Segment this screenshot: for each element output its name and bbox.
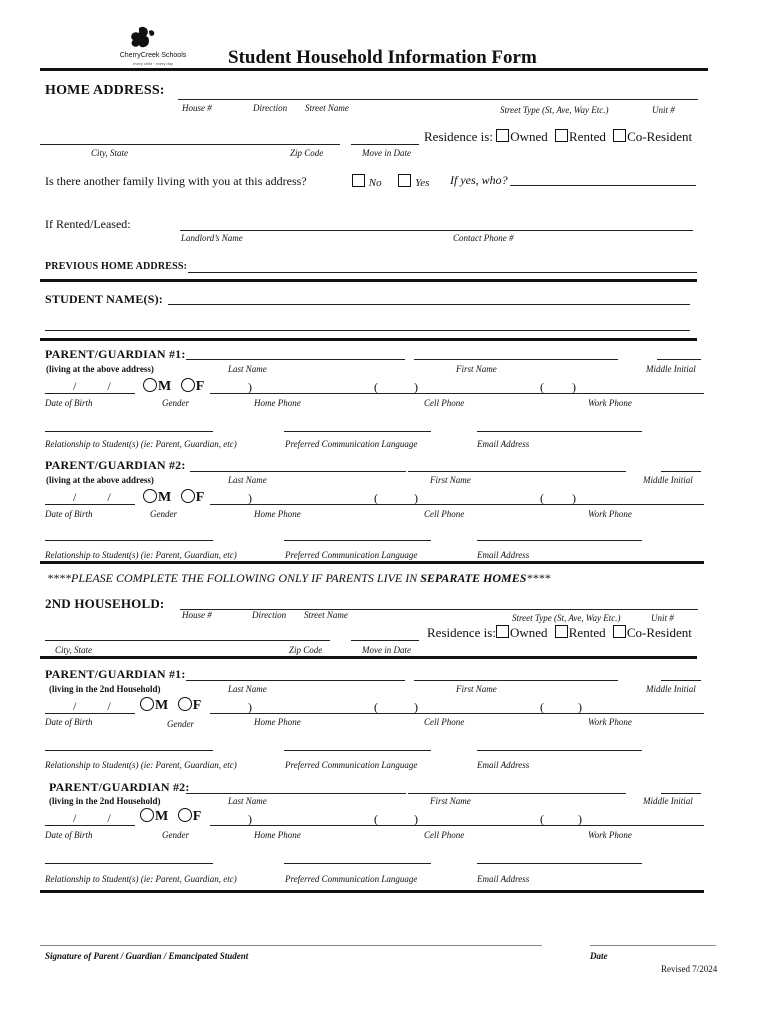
- parent2-phone-line[interactable]: [210, 504, 704, 505]
- cell-phone-paren-close: ): [414, 491, 418, 505]
- move-in-date-label: Move in Date: [362, 645, 411, 655]
- work-phone-paren-open: (: [540, 700, 544, 714]
- dob-label: Date of Birth: [45, 509, 93, 519]
- house-number-label: House #: [182, 610, 212, 620]
- second-residence-options: Residence is: Owned Rented Co-Resident: [427, 625, 692, 640]
- street-type-label: Street Type (St, Ave, Way Etc.): [512, 613, 621, 623]
- contact-phone-label: Contact Phone #: [453, 233, 514, 243]
- parent1-2nd-dob-slashes: / /: [73, 699, 125, 713]
- first-name-label: First Name: [430, 796, 471, 806]
- co-resident-checkbox[interactable]: [613, 625, 626, 638]
- cell-phone-label: Cell Phone: [424, 717, 465, 727]
- email-label: Email Address: [477, 874, 530, 884]
- parent1-last-name-line[interactable]: [186, 359, 405, 360]
- home-phone-paren: ): [248, 380, 252, 394]
- parent1-2nd-phone-line[interactable]: [210, 713, 704, 714]
- parent2-2nd-language-line[interactable]: [284, 863, 431, 864]
- household2-divider: [40, 890, 704, 893]
- city-zip-line[interactable]: [40, 144, 340, 145]
- date-label: Date: [590, 951, 608, 961]
- city-state-label: City, State: [91, 148, 128, 158]
- parent2-2nd-phone-line[interactable]: [210, 825, 704, 826]
- last-name-label: Last Name: [228, 684, 267, 694]
- gender-label: Gender: [162, 398, 189, 408]
- title-divider: [40, 68, 708, 71]
- home-address-heading: HOME ADDRESS:: [45, 83, 165, 98]
- cell-phone-paren-open: (: [374, 812, 378, 826]
- work-phone-paren-open: (: [540, 491, 544, 505]
- parent1-2nd-gender-options: M F: [140, 697, 201, 714]
- second-city-zip-line[interactable]: [45, 640, 330, 641]
- date-line[interactable]: [590, 945, 716, 946]
- relationship-label: Relationship to Student(s) (ie: Parent, Guardian, etc): [45, 550, 237, 560]
- email-label: Email Address: [477, 439, 530, 449]
- email-label: Email Address: [477, 760, 530, 770]
- work-phone-paren-close: ): [578, 812, 582, 826]
- student-names-heading: STUDENT NAME(S):: [45, 292, 163, 306]
- if-yes-who-line[interactable]: [510, 185, 696, 186]
- home-phone-paren: ): [248, 812, 252, 826]
- street-name-label: Street Name: [304, 610, 348, 620]
- parent2-2nd-last-name-line[interactable]: [186, 793, 406, 794]
- rented-checkbox[interactable]: [555, 129, 568, 142]
- work-phone-paren-close: ): [572, 380, 576, 394]
- rented-label: Rented: [569, 129, 606, 144]
- parent2-gender-options: M F: [143, 489, 204, 506]
- residence-options: [424, 129, 692, 145]
- parent1-relationship-line[interactable]: [45, 431, 213, 432]
- first-name-label: First Name: [456, 684, 497, 694]
- if-yes-label: If yes, who?: [450, 173, 508, 187]
- language-label: Preferred Communication Language: [285, 760, 418, 770]
- parent2-language-line[interactable]: [284, 540, 431, 541]
- work-phone-paren-open: (: [540, 812, 544, 826]
- owned-label: Owned: [510, 129, 548, 144]
- parent2-relationship-line[interactable]: [45, 540, 213, 541]
- previous-address-line[interactable]: [188, 272, 697, 273]
- parent2-living-label: (living at the above address): [46, 475, 154, 485]
- parent1-email-line[interactable]: [477, 431, 642, 432]
- parent2-2nd-dob-slashes: / /: [73, 811, 125, 825]
- cell-phone-paren-close: ): [414, 700, 418, 714]
- dob-label: Date of Birth: [45, 830, 93, 840]
- previous-divider: [40, 279, 697, 282]
- separate-homes-notice: ****PLEASE COMPLETE THE FOLLOWING ONLY IF PARENTS LIVE IN SEPARATE HOMES****: [47, 571, 551, 585]
- parent1-first-name-line[interactable]: [414, 359, 618, 360]
- second-household-heading: 2ND HOUSEHOLD:: [45, 596, 165, 611]
- dob-label: Date of Birth: [45, 398, 93, 408]
- co-resident-label: Co-Resident: [627, 129, 693, 144]
- parent2-2nd-gender-options: M F: [140, 808, 201, 825]
- parent1-middle-initial-line[interactable]: [657, 359, 701, 360]
- parent1-phone-line[interactable]: [210, 393, 704, 394]
- parent2-dob-slashes: / /: [73, 490, 125, 504]
- yes-checkbox[interactable]: [398, 174, 411, 187]
- residence-label: Residence is:: [427, 625, 496, 640]
- language-label: Preferred Communication Language: [285, 874, 418, 884]
- no-checkbox[interactable]: [352, 174, 365, 187]
- landlord-name-label: Landlord’s Name: [181, 233, 243, 243]
- parent1-2nd-living-label: (living in the 2nd Household): [49, 684, 161, 694]
- parent1-gender-options: M F: [143, 378, 204, 395]
- parent1-2nd-language-line[interactable]: [284, 750, 431, 751]
- first-name-label: First Name: [430, 475, 471, 485]
- parent1-living-label: (living at the above address): [46, 364, 154, 374]
- rented-checkbox[interactable]: [555, 625, 568, 638]
- home-phone-paren: ): [248, 700, 252, 714]
- move-in-date-line[interactable]: [351, 144, 419, 145]
- move-in-date-label: Move in Date: [362, 148, 411, 158]
- parent1-2nd-email-line[interactable]: [477, 750, 642, 751]
- parent1-2nd-last-name-line[interactable]: [186, 680, 405, 681]
- direction-label: Direction: [253, 103, 288, 113]
- home-address-line[interactable]: [178, 99, 698, 100]
- signature-line[interactable]: [40, 945, 542, 946]
- another-family-options: [352, 174, 429, 189]
- direction-label: Direction: [252, 610, 287, 620]
- middle-initial-label: Middle Initial: [646, 364, 696, 374]
- landlord-line[interactable]: [180, 230, 693, 231]
- page-title: Student Household Information Form: [228, 47, 537, 68]
- middle-initial-label: Middle Initial: [643, 796, 693, 806]
- dob-label: Date of Birth: [45, 717, 93, 727]
- male-radio[interactable]: [140, 697, 154, 711]
- relationship-label: Relationship to Student(s) (ie: Parent, Guardian, etc): [45, 874, 237, 884]
- cell-phone-label: Cell Phone: [424, 830, 465, 840]
- language-label: Preferred Communication Language: [285, 439, 418, 449]
- work-phone-label: Work Phone: [588, 509, 632, 519]
- male-radio[interactable]: [143, 489, 157, 503]
- home-phone-label: Home Phone: [254, 398, 301, 408]
- home-phone-label: Home Phone: [254, 830, 301, 840]
- parent2-2nd-relationship-line[interactable]: [45, 863, 213, 864]
- gender-label: Gender: [162, 830, 189, 840]
- middle-initial-label: Middle Initial: [646, 684, 696, 694]
- work-phone-label: Work Phone: [588, 398, 632, 408]
- house-number-label: House #: [182, 103, 212, 113]
- last-name-label: Last Name: [228, 475, 267, 485]
- previous-address-heading: PREVIOUS HOME ADDRESS:: [45, 261, 188, 272]
- parent1-heading: PARENT/GUARDIAN #1:: [45, 347, 186, 361]
- home-phone-paren: ): [248, 491, 252, 505]
- female-radio[interactable]: [181, 378, 195, 392]
- cell-phone-label: Cell Phone: [424, 509, 465, 519]
- unit-label: Unit #: [652, 105, 675, 115]
- cell-phone-paren-close: ): [414, 812, 418, 826]
- last-name-label: Last Name: [228, 364, 267, 374]
- work-phone-label: Work Phone: [588, 830, 632, 840]
- residence-label: Residence is:: [424, 129, 493, 144]
- parent2-heading: PARENT/GUARDIAN #2:: [45, 458, 186, 472]
- revised-date: Revised 7/2024: [661, 964, 718, 974]
- parent1-2nd-first-name-line[interactable]: [414, 680, 618, 681]
- zip-code-label: Zip Code: [290, 148, 324, 158]
- language-label: Preferred Communication Language: [285, 550, 418, 560]
- no-label: No: [368, 177, 382, 189]
- first-name-label: First Name: [456, 364, 497, 374]
- parent2-email-line[interactable]: [477, 540, 642, 541]
- female-radio[interactable]: [181, 489, 195, 503]
- household2-address-divider: [40, 656, 697, 659]
- relationship-label: Relationship to Student(s) (ie: Parent, Guardian, etc): [45, 760, 237, 770]
- work-phone-paren-close: ): [578, 700, 582, 714]
- co-resident-checkbox[interactable]: [613, 129, 626, 142]
- owned-checkbox[interactable]: [496, 129, 509, 142]
- street-type-label: Street Type (St, Ave, Way Etc.): [500, 105, 609, 115]
- gender-label: Gender: [150, 509, 177, 519]
- male-radio[interactable]: [143, 378, 157, 392]
- household1-divider: [40, 561, 704, 564]
- male-radio[interactable]: [140, 808, 154, 822]
- parent2-2nd-first-name-line[interactable]: [408, 793, 626, 794]
- parent1-2nd-heading: PARENT/GUARDIAN #1:: [45, 667, 186, 681]
- another-family-question: Is there another family living with you at this address?: [45, 174, 307, 188]
- cell-phone-paren-open: (: [374, 491, 378, 505]
- work-phone-paren-close: ): [572, 491, 576, 505]
- student-names-line-1[interactable]: [168, 304, 690, 305]
- cell-phone-paren-open: (: [374, 700, 378, 714]
- last-name-label: Last Name: [228, 796, 267, 806]
- cell-phone-label: Cell Phone: [424, 398, 465, 408]
- parent2-first-name-line[interactable]: [408, 471, 626, 472]
- if-rented-label: If Rented/Leased:: [45, 217, 131, 231]
- email-label: Email Address: [477, 550, 530, 560]
- parent2-last-name-line[interactable]: [190, 471, 406, 472]
- middle-initial-label: Middle Initial: [643, 475, 693, 485]
- parent1-2nd-relationship-line[interactable]: [45, 750, 213, 751]
- cell-phone-paren-open: (: [374, 380, 378, 394]
- parent1-language-line[interactable]: [284, 431, 431, 432]
- parent2-2nd-middle-initial-line[interactable]: [661, 793, 701, 794]
- cell-phone-paren-close: ): [414, 380, 418, 394]
- relationship-label: Relationship to Student(s) (ie: Parent, Guardian, etc): [45, 439, 237, 449]
- student-names-line-2[interactable]: [45, 330, 690, 331]
- female-radio[interactable]: [178, 808, 192, 822]
- zip-code-label: Zip Code: [289, 645, 323, 655]
- parent2-2nd-heading: PARENT/GUARDIAN #2:: [49, 780, 190, 794]
- unit-label: Unit #: [651, 613, 674, 623]
- street-name-label: Street Name: [305, 103, 349, 113]
- female-radio[interactable]: [178, 697, 192, 711]
- parent2-2nd-email-line[interactable]: [477, 863, 642, 864]
- yes-label: Yes: [415, 177, 430, 189]
- second-move-in-line[interactable]: [351, 640, 419, 641]
- work-phone-label: Work Phone: [588, 717, 632, 727]
- parent2-2nd-living-label: (living in the 2nd Household): [49, 796, 161, 806]
- signature-label: Signature of Parent / Guardian / Emancipated Student: [45, 951, 249, 961]
- logo-subtext: every child · every day: [132, 61, 173, 66]
- work-phone-paren-open: (: [540, 380, 544, 394]
- city-state-label: City, State: [55, 645, 92, 655]
- home-phone-label: Home Phone: [254, 509, 301, 519]
- parent1-2nd-middle-initial-line[interactable]: [661, 680, 701, 681]
- parent1-dob-slashes: / /: [73, 379, 125, 393]
- parent2-middle-initial-line[interactable]: [661, 471, 701, 472]
- gender-label: Gender: [167, 719, 194, 729]
- home-phone-label: Home Phone: [254, 717, 301, 727]
- logo-text: CherryCreek Schools: [119, 52, 187, 59]
- student-divider: [40, 338, 697, 341]
- owned-checkbox[interactable]: [496, 625, 509, 638]
